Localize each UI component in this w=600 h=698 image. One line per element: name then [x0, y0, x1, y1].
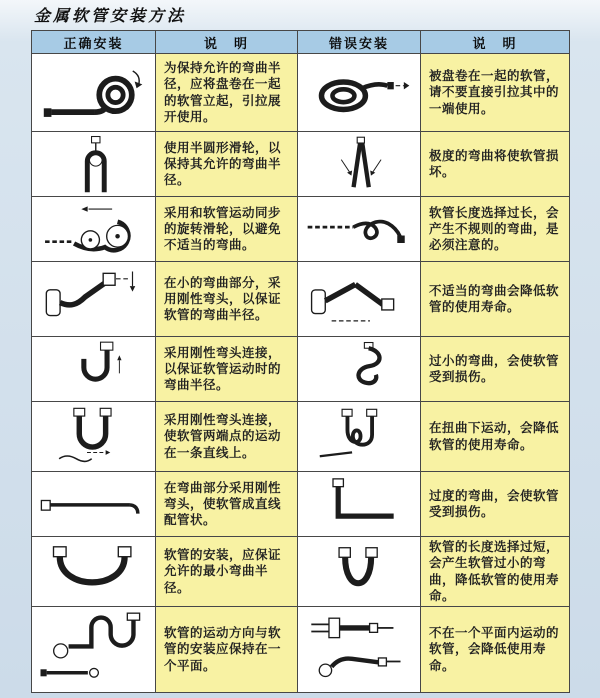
table-row	[32, 54, 569, 132]
correct-image-cell	[32, 402, 156, 472]
wrong-image-cell	[298, 262, 421, 337]
wrong-note-cell	[421, 607, 569, 692]
wrong-note-text: 软管的长度选择过短，会产生软管过小的弯曲，降低软管的使用寿命。	[429, 539, 560, 603]
correct-image-cell	[32, 472, 156, 537]
wrong-image-cell	[298, 607, 421, 692]
wrong-image-cell	[298, 337, 421, 402]
correct-note-cell	[156, 402, 298, 472]
table-row	[32, 262, 569, 337]
table-row	[32, 337, 569, 402]
wrong-note-cell	[421, 472, 569, 537]
correct-note-cell	[156, 337, 298, 402]
wrong-note-cell	[421, 537, 569, 607]
correct-note-text: 软管的运动方向与软管的安装应保持在一个平面。	[164, 625, 282, 673]
short-tight-u-illustration	[307, 542, 411, 602]
correct-note-cell	[156, 132, 298, 197]
wrong-note-cell	[421, 402, 569, 472]
single-plane-trap-illustration	[37, 611, 151, 689]
wrong-note-cell	[421, 132, 569, 197]
correct-note-text: 软管的安装，应保证允许的最小弯曲半径。	[164, 547, 282, 595]
overlong-irregular-bend-illustration	[303, 201, 415, 257]
page-title: 金属软管安装方法	[34, 6, 187, 25]
rigid-elbow-small-bend-illustration	[38, 266, 150, 332]
rotating-pulleys-illustration	[38, 200, 150, 258]
correct-image-cell	[32, 54, 156, 132]
correct-image-cell	[32, 537, 156, 607]
wrong-note-text: 在扭曲下运动，会降低软管的使用寿命。	[429, 420, 560, 452]
wrong-image-cell	[298, 402, 421, 472]
wrong-image-cell	[298, 472, 421, 537]
improper-v-bend-illustration	[304, 268, 414, 330]
correct-note-cell	[156, 54, 298, 132]
standing-coil-unrolled-illustration	[39, 58, 149, 128]
wrong-image-cell	[298, 537, 421, 607]
straight-piping-illustration	[37, 483, 151, 525]
correct-note-cell	[156, 262, 298, 337]
correct-image-cell	[32, 262, 156, 337]
correct-note-text: 为保持允许的弯曲半径，应将盘卷在一起的软管立起，引拉展开使用。	[164, 60, 282, 124]
correct-note-cell	[156, 607, 298, 692]
table-row	[32, 402, 569, 472]
wrong-note-cell	[421, 197, 569, 262]
wrong-note-text: 不适当的弯曲会降低软管的使用寿命。	[429, 282, 560, 314]
table-row	[32, 132, 569, 197]
table-header-row	[32, 31, 569, 54]
correct-image-cell	[32, 607, 156, 692]
correct-note-text: 使用半圆形滑轮，以保持其允许的弯曲半径。	[164, 139, 282, 188]
correct-image-cell	[32, 197, 156, 262]
wrong-note-text: 过小的弯曲，会使软管受到损伤。	[429, 352, 560, 384]
correct-image-cell	[32, 337, 156, 402]
wide-minimum-radius-u-illustration	[40, 542, 148, 602]
correct-note-cell	[156, 472, 298, 537]
header-explanation-left: 说 明	[156, 31, 298, 54]
table-row	[32, 472, 569, 537]
header-wrong-install: 错误安装	[298, 31, 421, 54]
correct-image-cell	[32, 132, 156, 197]
correct-note-cell	[156, 197, 298, 262]
u-loop-inline-motion-illustration	[51, 406, 137, 468]
table-row	[32, 537, 569, 607]
twisted-u-loop-illustration	[316, 407, 402, 467]
out-of-plane-hoses-illustration	[306, 612, 412, 688]
header-correct-install: 正确安装	[32, 31, 156, 54]
wrong-note-cell	[421, 337, 569, 402]
table-row	[32, 607, 569, 692]
correct-note-text: 采用刚性弯头连接，以保证软管运动时的弯曲半径。	[164, 344, 282, 393]
wrong-image-cell	[298, 197, 421, 262]
wrong-image-cell	[298, 132, 421, 197]
correct-note-text: 在弯曲部分采用刚性弯头，使软管成直线配管状。	[164, 479, 282, 528]
correct-note-text: 在小的弯曲部分，采用刚性弯头，以保证软管的弯曲半径。	[164, 274, 282, 323]
wrong-note-text: 不在一个平面内运动的软管，会降低使用寿命。	[429, 625, 560, 673]
correct-note-text: 采用和软管运动同步的旋转滑轮，以避免不适当的弯曲。	[164, 204, 282, 253]
correct-note-text: 采用刚性弯头连接，使软管两端点的运动在一条直线上。	[164, 412, 282, 460]
sharp-right-angle-bend-illustration	[307, 476, 411, 532]
semicircular-pulley-illustration	[57, 134, 131, 194]
wrong-note-text: 过度的弯曲，会使软管受到损伤。	[429, 487, 560, 519]
table-row	[32, 197, 569, 262]
wrong-note-cell	[421, 54, 569, 132]
wrong-note-text: 极度的弯曲将使软管损坏。	[429, 147, 560, 179]
correct-note-cell	[156, 537, 298, 607]
rigid-elbow-j-loop-illustration	[57, 340, 131, 398]
installation-table	[31, 30, 570, 693]
wrong-image-cell	[298, 54, 421, 132]
wrong-note-text: 软管长度选择过长，会产生不规则的弯曲，是必须注意的。	[429, 204, 560, 253]
flat-coil-end-pulled-illustration	[305, 62, 413, 124]
wrong-note-text: 被盘卷在一起的软管，请不要直接引拉其中的一端使用。	[429, 68, 560, 116]
wrong-note-cell	[421, 262, 569, 337]
too-small-hook-bend-illustration	[325, 340, 393, 398]
header-explanation-right: 说 明	[421, 31, 569, 54]
extreme-sharp-bend-illustration	[321, 134, 397, 194]
